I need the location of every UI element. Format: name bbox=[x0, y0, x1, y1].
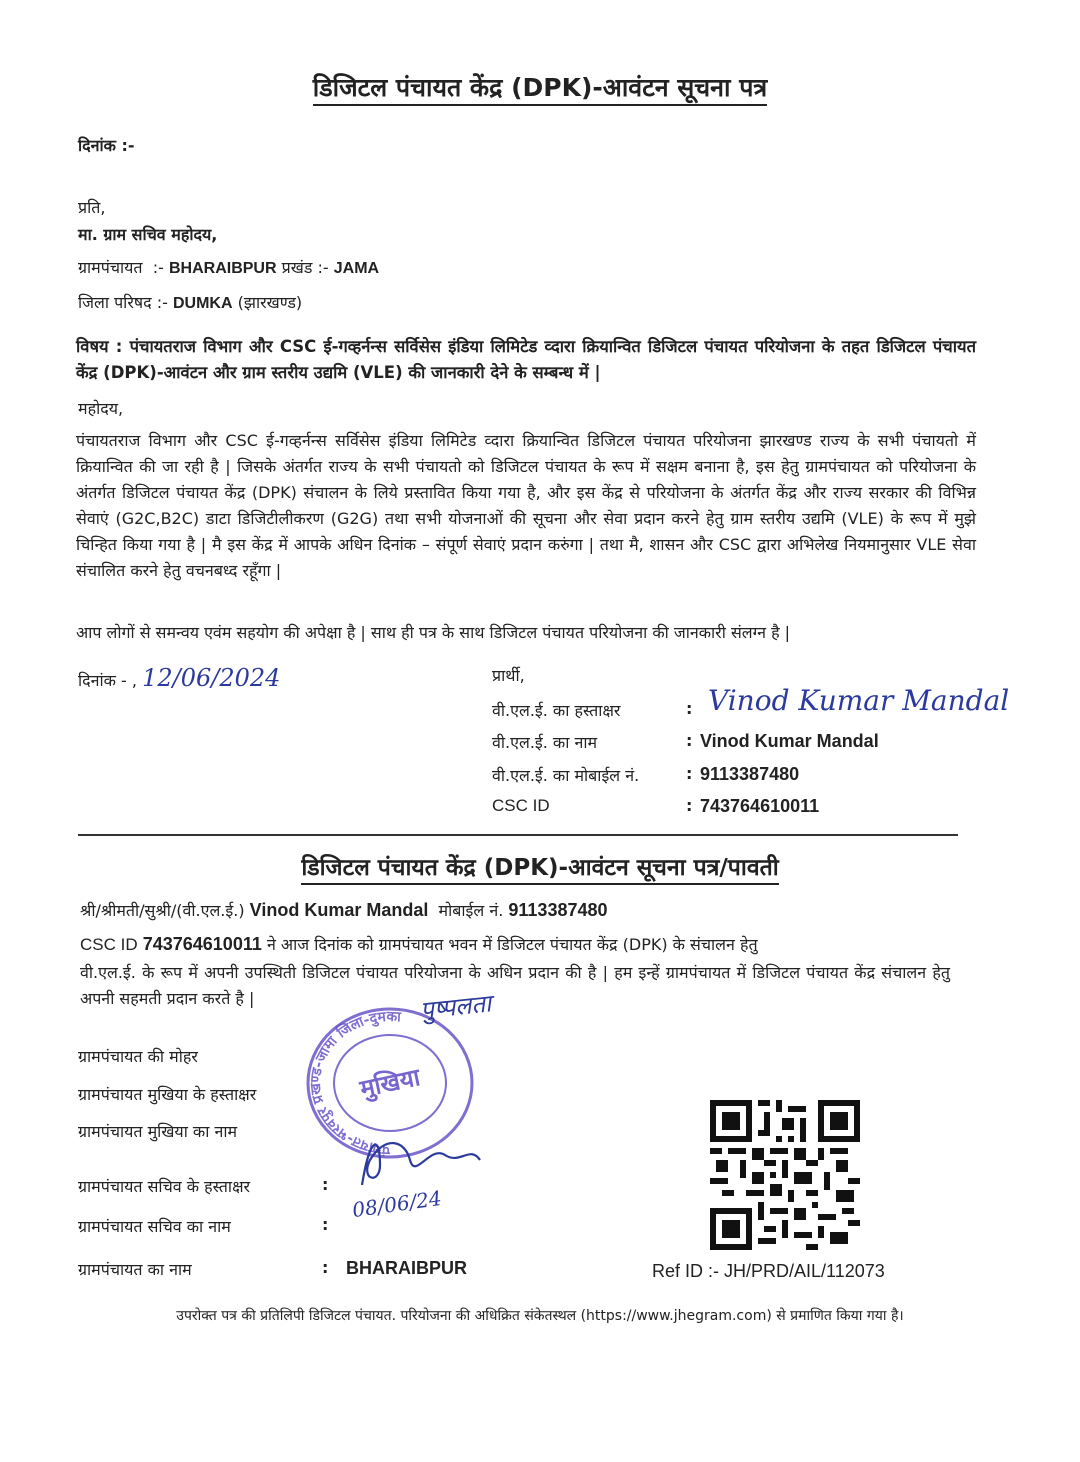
district-label: जिला परिषद :- bbox=[78, 293, 168, 312]
vle-name-value: Vinod Kumar Mandal bbox=[700, 731, 879, 751]
vle-mobile-label: वी.एल.ई. का मोबाईल नं. bbox=[492, 766, 640, 785]
vle-sig-label: वी.एल.ई. का हस्ताक्षर bbox=[492, 701, 621, 720]
sachiv-handwritten-date: 08/06/24 bbox=[350, 1185, 444, 1223]
date-label: दिनांक :- bbox=[78, 136, 135, 155]
district-line bbox=[78, 291, 302, 313]
mukhiya-sig-label: ग्रामपंचायत मुखिया के हस्ताक्षर bbox=[78, 1085, 257, 1104]
gp-name-label: ग्रामपंचायत का नाम bbox=[78, 1260, 192, 1279]
seal-label: ग्रामपंचायत की मोहर bbox=[78, 1047, 198, 1066]
block-label: प्रखंड :- bbox=[281, 258, 329, 277]
gp-name-value: BHARAIBPUR bbox=[346, 1258, 467, 1278]
salutation: मा. ग्राम सचिव महोदय, bbox=[78, 225, 218, 244]
sign-date-label: दिनांक - , bbox=[78, 671, 137, 690]
block-value: JAMA bbox=[333, 260, 380, 277]
csc-id-value: 743764610011 bbox=[700, 796, 820, 816]
vle-signature: Vinod Kumar Mandal bbox=[708, 684, 1010, 717]
page-title: डिजिटल पंचायत केंद्र (DPK)-आवंटन सूचना पत्र bbox=[0, 70, 1080, 104]
sign-date-value: 12/06/2024 bbox=[142, 664, 281, 692]
ref-id: Ref ID :- JH/PRD/AIL/112073 bbox=[652, 1261, 885, 1281]
seal-center-text: मुखिया bbox=[357, 1063, 423, 1103]
state-text: (झारखण्ड) bbox=[237, 293, 303, 312]
sign-date bbox=[78, 664, 280, 692]
receipt-mobile: 9113387480 bbox=[508, 900, 608, 920]
gp-label: ग्रामपंचायत bbox=[78, 258, 143, 277]
sachiv-signature-scribble bbox=[350, 1125, 490, 1195]
seal-ring-text: पंचायत-भरवपुर प्रखण्ड-जामा जिला-दुमका bbox=[307, 1008, 402, 1158]
receipt-consent-text: वी.एल.ई. के रूप में अपनी उपस्थिती डिजिटल पंचायत परियोजना के अधिन प्रदान की है | हम इन्हें ग्रामपंचायत में डिजिटल पंचायत केंद्र संचालन हेतु अपनी सहमती प्रदान करते है | bbox=[80, 963, 950, 1008]
receipt-title: डिजिटल पंचायत केंद्र (DPK)-आवंटन सूचना पत्र/पावती bbox=[0, 850, 1080, 882]
footer-note: उपरोक्त पत्र की प्रतिलिपी डिजिटल पंचायत. परियोजना की अधिक्रित संकेतस्थल (https://www.jhegram.com) से प्रमाणित किया गया है। bbox=[176, 1308, 904, 1324]
vle-name-label: वी.एल.ई. का नाम bbox=[492, 733, 598, 752]
sachiv-sig-label: ग्रामपंचायत सचिव के हस्ताक्षर bbox=[78, 1177, 251, 1196]
mukhiya-name-label: ग्रामपंचायत मुखिया का नाम bbox=[78, 1122, 238, 1141]
vle-mobile-value: 9113387480 bbox=[700, 764, 800, 784]
gp-line: ग्रामपंचायत :- BHARAIBPUR प्रखंड :- JAMA bbox=[78, 258, 380, 277]
csc-id-label: CSC ID bbox=[492, 796, 550, 815]
qr-code bbox=[710, 1100, 860, 1250]
cooperation-text: आप लोगों से समन्वय एवंम सहयोग की अपेक्षा है | साथ ही पत्र के साथ डिजिटल पंचायत परियोजना की जानकारी संलग्न है | bbox=[76, 623, 791, 642]
subject-text: विषय : पंचायतराज विभाग और CSC ई-गव्हर्नन्स सर्विसेस इंडिया लिमिटेड व्दारा क्रियान्वित डिजिटल पंचायत परियोजना के तहत डिजिटल पंचायत केंद्र (DPK)-आवंटन और ग्राम स्तरीय उद्यमि (VLE) की जानकारी देने के सम्बन्ध में | bbox=[76, 337, 976, 382]
prati-text: प्रति, bbox=[78, 198, 106, 217]
sachiv-name-label: ग्रामपंचायत सचिव का नाम bbox=[78, 1217, 231, 1236]
gp-value: BHARAIBPUR bbox=[168, 260, 277, 277]
greeting: महोदय, bbox=[78, 399, 124, 418]
receipt-vle-name: Vinod Kumar Mandal bbox=[249, 900, 429, 920]
mukhiya-handwritten-signature: पुष्पलता bbox=[418, 989, 493, 1025]
body-paragraph: पंचायतराज विभाग और CSC ई-गव्हर्नन्स सर्विसेस इंडिया लिमिटेड व्दारा क्रियान्वित डिजिटल पंचायत परियोजना झारखण्ड राज्य के सभी पंचायतो में क्रियान्वित की जा रही है | जिसके अंतर्गत राज्य के सभी पंचायतो को डिजिटल पंचायत के रूप में सक्षम बनाना है, इस हेतु ग्रामपंचायत को परियोजना के अंतर्गत डिजिटल पंचायत केंद्र (DPK) संचालन के लिये प्रस्तावित किया गया है, और इस केंद्र से परियोजना के अंतर्गत केंद्र और राज्य सरकार की विभिन्न सेवाएं (G2C,B2C) डाटा डिजिटीलीकरण (G2G) तथा सभी योजनाओं की सूचना और सेवा प्रदान करने हेतु ग्राम स्तरीय उद्यमि (VLE) के रूप में मुझे चिन्हित किया गया है | मै इस केंद्र में आपके अधिन दिनांक – संपूर्ण सेवाएं प्रदान करुंगा | तथा मै, शासन और CSC द्वारा अभिलेख नियमानुसार VLE सेवा संचालित करने हेतु वचनबध्द रहूँगा | bbox=[76, 431, 976, 580]
district-value: DUMKA bbox=[172, 295, 233, 312]
receipt-csc-line: CSC ID 743764610011 ने आज दिनांक को ग्रामपंचायत भवन में डिजिटल पंचायत केंद्र (DPK) के संचालन हेतु bbox=[80, 934, 758, 954]
divider bbox=[78, 834, 958, 836]
receipt-vle-line: श्री/श्रीमती/सुश्री/(वी.एल.ई.) Vinod Kumar Mandal मोबाईल नं. 9113387480 bbox=[80, 900, 608, 920]
receipt-csc-id: 743764610011 bbox=[142, 934, 262, 954]
prarthi: प्रार्थी, bbox=[492, 666, 525, 685]
